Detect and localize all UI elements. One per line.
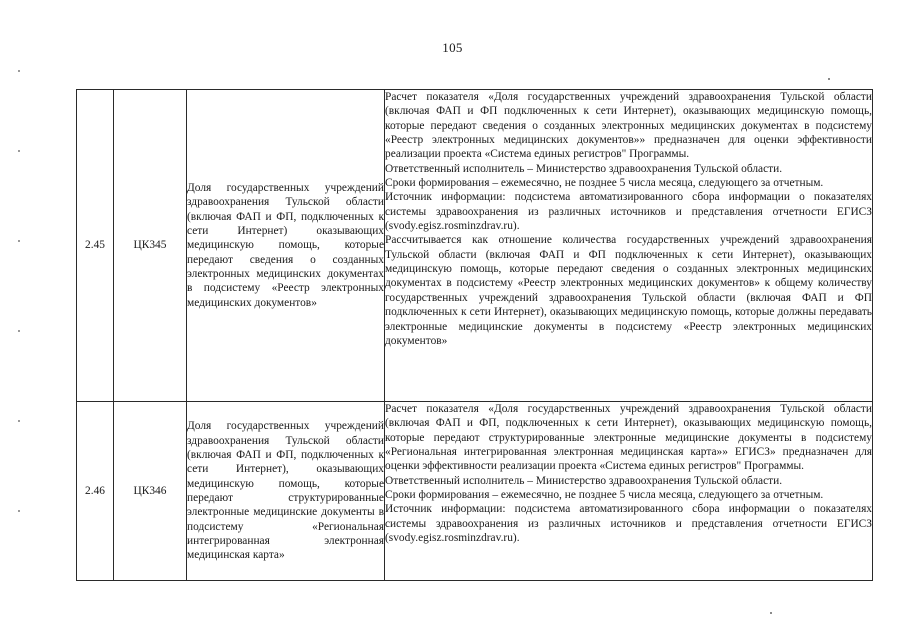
description-paragraph: Расчет показателя «Доля государственных учреждений здравоохранения Тульской области (включая ФАП и ФП, подключенных к сети Интернет), оказывающих медицинскую помощь, которые передают структурированные электронные медицинские документы в подсистему «Региональная интегрированная электронная медицинская карта»» ЕГИСЗ» предназначен для оценки эффективности реализации проекта «Система единых регистров" Программы.: [385, 403, 872, 473]
description-paragraph: Ответственный исполнитель – Министерство здравоохранения Тульской области.: [385, 162, 783, 175]
indicator-name: Доля государственных учреждений здравоохранения Тульской области (включая ФАП и ФП, подключенных к сети Интернет), оказывающих медицинскую помощь, которые передают структурированные электронные медицинские документы в подсистему «Региональная интегрированная электронная медицинская карта»: [187, 402, 385, 581]
row-number: 2.46: [77, 402, 114, 581]
row-number: 2.45: [77, 90, 114, 402]
scan-mark: [770, 612, 772, 614]
description-paragraph: Сроки формирования – ежемесячно, не позднее 5 числа месяца, следующего за отчетным.: [385, 489, 824, 502]
scan-mark: [18, 420, 20, 422]
indicator-description: [385, 90, 873, 402]
scan-mark: [828, 78, 830, 80]
description-paragraph: Ответственный исполнитель – Министерство здравоохранения Тульской области.: [385, 474, 783, 487]
scan-mark: [18, 510, 20, 512]
description-paragraph: Рассчитывается как отношение количества государственных учреждений здравоохранения Тульской области (включая ФАП и ФП подключенных к сети Интернет), оказывающих медицинскую помощь, которые передают сведения о созданных электронных медицинских документах в подсистему «Реестр электронных медицинских документов» к общему количеству государственных учреждений здравоохранения Тульской области (включая ФАП и ФП подключенных к сети Интернет), оказывающих медицинскую помощь, которые должны передавать электронные медицинские документы в подсистему «Реестр электронных медицинских документов»: [385, 234, 872, 347]
description-paragraph: Источник информации: подсистема автоматизированного сбора информации о показателях системы здравоохранения из различных источников и представления отчетности ЕГИСЗ (svody.egisz.rosminzdrav.ru).: [385, 503, 872, 545]
description-paragraph: Источник информации: подсистема автоматизированного сбора информации о показателях системы здравоохранения из различных источников и представления отчетности ЕГИСЗ (svody.egisz.rosminzdrav.ru).: [385, 191, 872, 233]
description-paragraph: Сроки формирования – ежемесячно, не позднее 5 числа месяца, следующего за отчетным.: [385, 177, 824, 190]
indicator-code: ЦК345: [114, 90, 187, 402]
page-number: 105: [442, 40, 463, 55]
indicator-code: ЦК346: [114, 402, 187, 581]
scan-mark: [18, 150, 20, 152]
indicator-name: Доля государственных учреждений здравоохранения Тульской области (включая ФАП и ФП, подключенных к сети Интернет) оказывающих медицинскую помощь, которые передают сведения о созданных электронных медицинских документах в подсистему «Реестр электронных медицинских документов»: [187, 90, 385, 402]
description-paragraph: Расчет показателя «Доля государственных учреждений здравоохранения Тульской области (включая ФАП и ФП подключенных к сети Интернет), оказывающих медицинскую помощь, которые передают сведения о созданных электронных медицинских документах в подсистему «Реестр электронных медицинских документов»» предназначен для оценки эффективности реализации проекта «Система единых регистров" Программы.: [385, 91, 872, 161]
table-row: [77, 90, 873, 402]
table-row: [77, 402, 873, 581]
indicator-description: [385, 402, 873, 581]
indicators-table: [76, 89, 873, 581]
scan-mark: [18, 330, 20, 332]
scan-mark: [18, 240, 20, 242]
scan-mark: [18, 70, 20, 72]
